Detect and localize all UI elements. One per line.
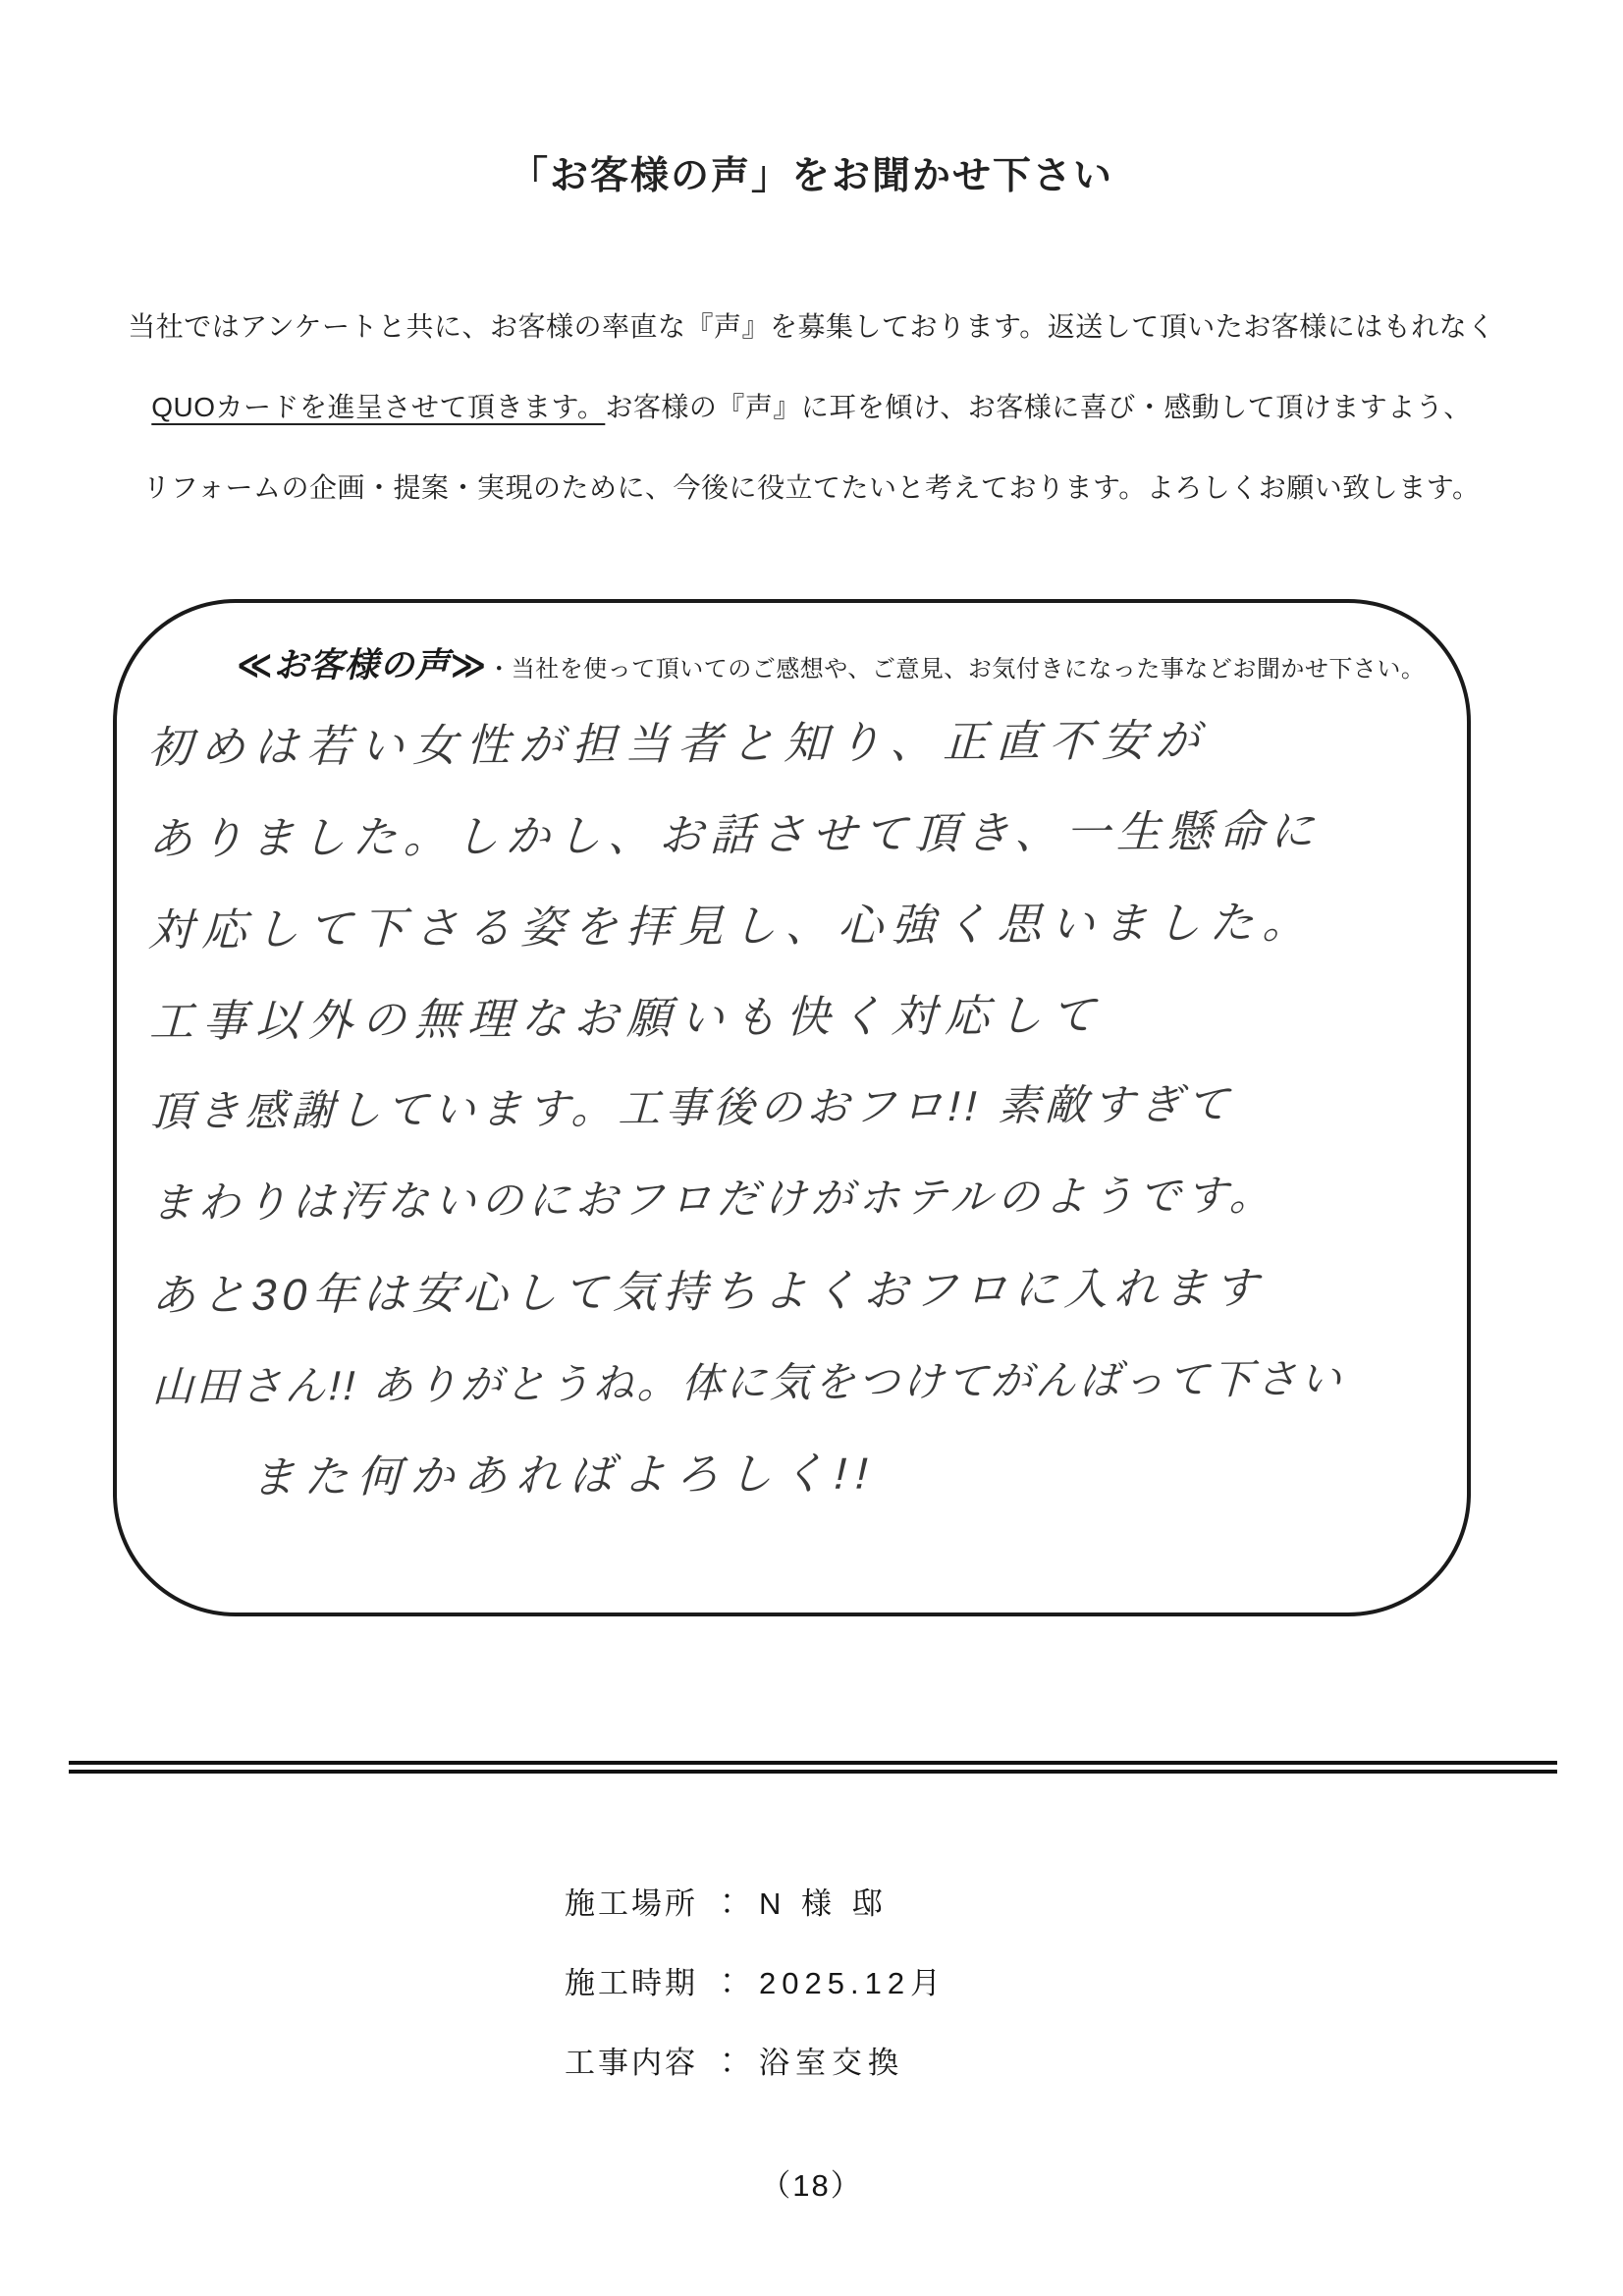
handwritten-line: 山田さん!! ありがとうね。体に気をつけてがんばって下さい: [151, 1355, 1345, 1410]
customer-voice-box: [113, 599, 1471, 1616]
handwritten-line: また何かあればよろしく!!: [249, 1448, 878, 1503]
page-number: （18）: [760, 2168, 863, 2203]
handwritten-line: 頂き感謝しています。工事後のおフロ!! 素敵すぎて: [149, 1080, 1235, 1136]
project-info-row-content: [565, 2023, 947, 2103]
intro-line-2-underlined: QUOカードを進呈させて頂きます。: [151, 392, 606, 422]
info-separator: ：: [712, 1886, 745, 1921]
info-value: 浴室交換: [759, 2046, 904, 2080]
project-info: [565, 1864, 947, 2103]
intro-line-2-rest: お客様の『声』に耳を傾け、お客様に喜び・感動して頂けますよう、: [605, 392, 1472, 422]
project-info-row-period: [565, 1943, 947, 2023]
customer-voice-heading: ≪お客様の声≫: [237, 646, 488, 684]
intro-line-3: リフォームの企画・提案・実現のために、今後に役立てたいと考えております。よろしくお願い致します。: [142, 472, 1481, 503]
handwritten-line: ありました。しかし、お話させて頂き、一生懸命に: [147, 805, 1322, 864]
info-value: N 様 邸: [759, 1886, 889, 1921]
handwritten-feedback: [147, 692, 1459, 1523]
intro-paragraph: [0, 287, 1623, 528]
handwritten-line: まわりは汚ないのにおフロだけがホテルのようです。: [150, 1172, 1277, 1228]
handwritten-line: 工事以外の無理なお願いも快く対応して: [148, 989, 1106, 1047]
info-separator: ：: [712, 1966, 745, 2000]
section-divider: [69, 1761, 1557, 1774]
handwritten-line: あと30年は安心して気持ちよくおフロに入れます: [150, 1262, 1266, 1321]
intro-line-2: [0, 367, 1623, 448]
info-label: 工事内容: [565, 2046, 698, 2080]
info-separator: ：: [712, 2046, 745, 2080]
info-value: 2025.12月: [759, 1966, 947, 2000]
customer-voice-box-header: [237, 638, 1425, 687]
handwritten-line: 対応して下さる姿を拝見し、心強く思いました。: [148, 897, 1317, 956]
project-info-row-location: [565, 1864, 947, 1943]
handwritten-line: 初めは若い女性が担当者と知り、正直不安が: [146, 715, 1210, 773]
info-label: 施工場所: [565, 1886, 698, 1921]
intro-line-1: 当社ではアンケートと共に、お客様の率直な『声』を募集しております。返送して頂いたお客様にはもれなく: [128, 311, 1495, 342]
info-label: 施工時期: [565, 1966, 698, 2000]
customer-voice-heading-note: ・当社を使って頂いてのご感想や、ご意見、お気付きになった事などお聞かせ下さい。: [487, 656, 1426, 683]
page-title: 「お客様の声」をお聞かせ下さい: [509, 155, 1113, 197]
